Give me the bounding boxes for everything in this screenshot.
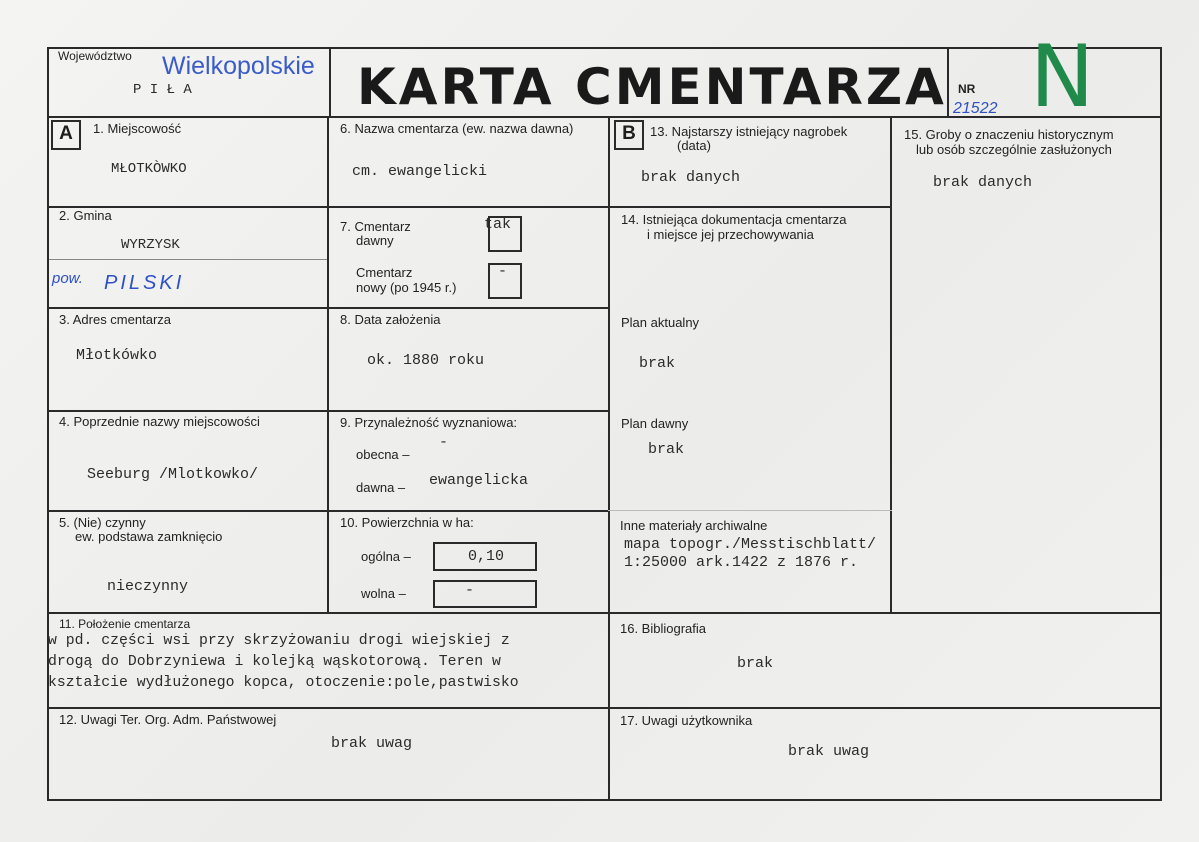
row-line-3	[47, 410, 610, 412]
f5-label-1: 5. (Nie) czynny	[59, 515, 146, 530]
col-line-3	[890, 116, 892, 612]
f5-label-2: ew. podstawa zamknięcio	[75, 529, 223, 544]
f7-label-1: 7. Cmentarz	[340, 219, 411, 234]
row-line-1	[47, 206, 610, 208]
gmina-sub-line	[49, 259, 327, 260]
f16-label: 16. Bibliografia	[620, 621, 706, 636]
header-sep-2	[947, 47, 949, 117]
row-line-b1	[608, 206, 892, 208]
f10-wolna-box	[433, 580, 537, 608]
f4-label: 4. Poprzednie nazwy miejscowości	[59, 414, 260, 429]
f10-wolna-label: wolna –	[361, 586, 406, 601]
nr-label: NR	[958, 82, 976, 96]
col-line-1	[327, 116, 329, 612]
f13-value: brak danych	[641, 169, 741, 186]
f7-dawny-value: tak	[484, 216, 512, 233]
f7-label-2: dawny	[356, 233, 394, 248]
f9-obecna-label: obecna –	[356, 447, 410, 462]
row-line-2	[47, 307, 610, 309]
row-line-4	[47, 510, 610, 512]
f14-label-2: i miejsce jej przechowywania	[647, 227, 814, 242]
f1-label: 1. Miejscowość	[93, 121, 182, 136]
f10-label: 10. Powierzchnia w ha:	[340, 515, 474, 530]
f9-obecna-value: -	[439, 434, 449, 451]
f3-label: 3. Adres cmentarza	[59, 312, 171, 327]
f9-dawna-label: dawna –	[356, 480, 406, 495]
f17-label: 17. Uwagi użytkownika	[620, 713, 753, 728]
f12-value: brak uwag	[331, 735, 413, 752]
f16-value: brak	[737, 655, 774, 672]
frame-top	[47, 47, 1162, 49]
col-line-2	[608, 116, 610, 800]
f2-value: WYRZYSK	[121, 237, 180, 253]
f14-inne-label: Inne materiały archiwalne	[620, 518, 768, 533]
nr-handwritten-mark: N	[1030, 27, 1095, 127]
f1-value: MŁOTKÒWKO	[111, 161, 187, 177]
f14-label-1: 14. Istniejąca dokumentacja cmentarza	[621, 212, 847, 227]
f14-plan-aktualny-label: Plan aktualny	[621, 315, 700, 330]
f13-label-1: 13. Najstarszy istniejący nagrobek	[650, 124, 848, 139]
f10-ogolna-label: ogólna –	[361, 549, 411, 564]
f17-value: brak uwag	[788, 743, 870, 760]
wojewodztwo-label: Województwo	[58, 49, 132, 63]
f11-label: 11. Położenie cmentarza	[59, 617, 191, 631]
frame-right	[1160, 47, 1162, 801]
section-a-marker: A	[51, 120, 81, 150]
wojewodztwo-stamp: Wielkopolskie	[162, 52, 315, 80]
f7-nowy-value: -	[498, 263, 508, 280]
wojewodztwo-value: P I Ł A	[133, 82, 192, 98]
row-line-5	[47, 612, 1162, 614]
archive-sub-line	[608, 510, 892, 511]
f14-plan-dawny-label: Plan dawny	[621, 416, 689, 431]
f15-label-2: lub osób szczególnie zasłużonych	[916, 142, 1112, 157]
f11-line-3: kształcie wydłużonego kopca, otoczenie:pole,pastwisko	[48, 675, 519, 691]
f2-handwritten-prefix: pow.	[52, 270, 83, 287]
f11-line-2: drogą do Dobrzyniewa i kolejką wąskotorową. Teren w	[48, 654, 501, 670]
f3-value: Młotkówko	[76, 347, 158, 364]
nr-value: 21522	[953, 100, 998, 117]
f6-label: 6. Nazwa cmentarza (ew. nazwa dawna)	[340, 121, 574, 136]
f14-inne-line-2: 1:25000 ark.1422 z 1876 r.	[624, 554, 859, 571]
row-line-6	[47, 707, 1162, 709]
f5-value: nieczynny	[107, 578, 189, 595]
f10-ogolna-value: 0,10	[468, 548, 505, 565]
f8-value: ok. 1880 roku	[367, 352, 485, 369]
f2-handwritten-value: PILSKI	[104, 272, 185, 294]
f7-label-4: nowy (po 1945 r.)	[356, 280, 457, 295]
f15-label-1: 15. Groby o znaczeniu historycznym	[904, 127, 1114, 142]
header-sep-1	[329, 47, 331, 117]
f11-line-1: w pd. części wsi przy skrzyżowaniu drogi wiejskiej z	[48, 633, 510, 649]
f13-label-2: (data)	[677, 138, 711, 153]
f15-value: brak danych	[933, 174, 1033, 191]
f6-value: cm. ewangelicki	[352, 163, 488, 180]
f9-label: 9. Przynależność wyznaniowa:	[340, 415, 518, 430]
f4-value: Seeburg /Mlotkowko/	[87, 466, 259, 483]
f7-label-3: Cmentarz	[356, 265, 413, 280]
f12-label: 12. Uwagi Ter. Org. Adm. Państwowej	[59, 712, 277, 727]
f14-inne-line-1: mapa topogr./Messtischblatt/	[624, 536, 877, 553]
card-title: KARTA CMENTARZA	[357, 58, 947, 116]
f8-label: 8. Data założenia	[340, 312, 441, 327]
f14-plan-dawny-value: brak	[648, 441, 685, 458]
f14-plan-aktualny-value: brak	[639, 355, 676, 372]
f10-wolna-value: -	[465, 582, 475, 599]
f9-dawna-value: ewangelicka	[429, 472, 529, 489]
frame-bottom	[47, 799, 1162, 801]
section-b-marker: B	[614, 120, 644, 150]
f2-label: 2. Gmina	[59, 208, 112, 223]
